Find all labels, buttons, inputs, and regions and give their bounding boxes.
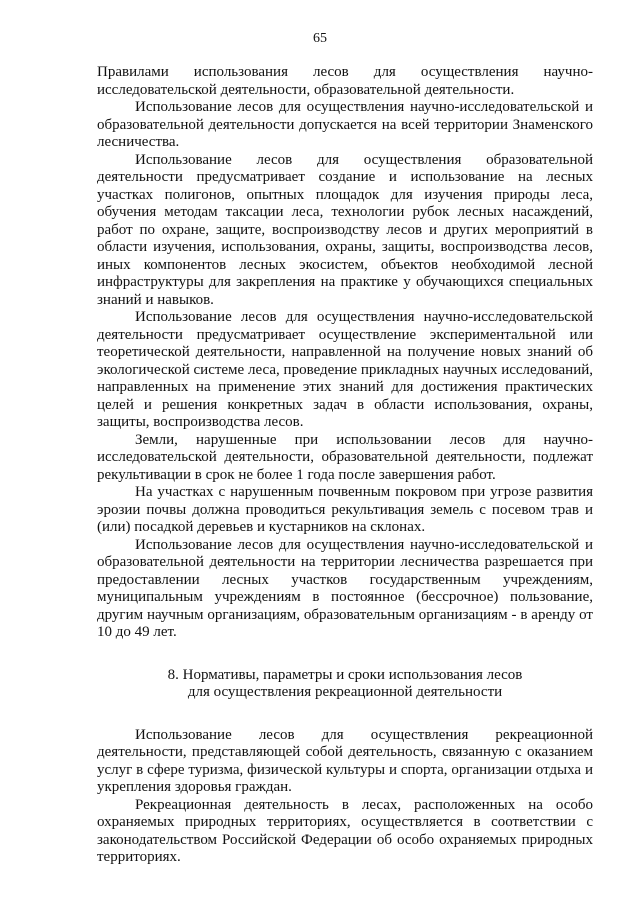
paragraph-4: Использование лесов для осуществления научно-исследовательской деятельности предусматривает осуществление экспериментальной или теоретической деятельности, направленной на получение новых знаний об экологической системе леса, проведение прикладных научных исследований, направленных на применение этих знаний для достижения практических целей и решения конкретных задач в области использования, охраны, защиты, воспроизводства лесов. [97, 309, 593, 430]
section-heading-line-1: 8. Нормативы, параметры и сроки использования лесов [167, 666, 523, 683]
page-number: 65 [313, 31, 327, 46]
paragraph-3: Использование лесов для осуществления образовательной деятельности предусматривает создание и использование на лесных участках полигонов, опытных площадок для изучения природы леса, обучения методам таксации леса, технологии рубок лесных насаждений, работ по охране, защите, воспроизводству лесов и других мероприятий в области изучения, использования, охраны, защиты, воспроизводства лесов, иных компонентов лесных экосистем, объектов необходимой лесной инфраструктуры для закрепления на практике у обучающихся специальных знаний и навыков. [97, 151, 593, 308]
paragraph-2: Использование лесов для осуществления научно-исследовательской и образовательной деятельности допускается на всей территории Знаменского лесничества. [97, 99, 593, 150]
paragraph-9: Рекреационная деятельность в лесах, расположенных на особо охраняемых природных территориях, осуществляется в соответствии с законодательством Российской Федерации об особо охраняемых природных территориях. [97, 796, 593, 865]
document-body [97, 64, 593, 867]
paragraph-8: Использование лесов для осуществления рекреационной деятельности, представляющей собой деятельность, связанную с оказанием услуг в сфере туризма, физической культуры и спорта, организации отдыха и укрепления здоровья граждан. [97, 726, 593, 795]
section-heading-line-2: для осуществления рекреационной деятельности [187, 684, 503, 700]
paragraph-5: Земли, нарушенные при использовании лесов для научно-исследовательской деятельности, образовательной деятельности, подлежат рекультивации в срок не более 1 года после завершения работ. [97, 431, 593, 483]
paragraph-7: Использование лесов для осуществления научно-исследовательской и образовательной деятельности на территории лесничества разрешается при предоставлении лесных участков государственным учреждениям, муниципальным учреждениям в постоянное (бессрочное) пользование, другим научным организациям, образовательным организациям - в аренду от 10 до 49 лет. [97, 536, 593, 640]
paragraph-1: Правилами использования лесов для осуществления научно-исследовательской деятельности, образовательной деятельности. [97, 64, 593, 98]
paragraph-6: На участках с нарушенным почвенным покровом при угрозе развития эрозии почвы должна проводиться рекультивация земель с посевом трав и (или) посадкой деревьев и кустарников на склонах. [97, 484, 593, 535]
section-heading [97, 667, 593, 702]
